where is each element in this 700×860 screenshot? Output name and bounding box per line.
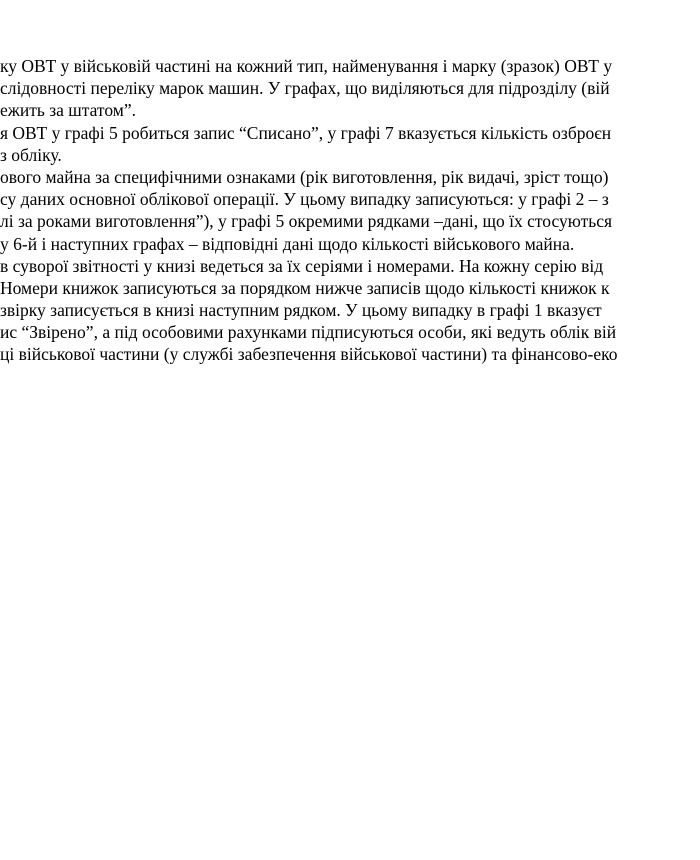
text-line: су даних основної облікової операції. У цьому випадку записуються: у графі 2 – з [0, 189, 609, 210]
text-line: лі за роками виготовлення”), у графі 5 окремими рядками –дані, що їх стосуються [0, 211, 613, 232]
text-line: я ОВТ у графі 5 робиться запис “Списано”, у графі 7 вказується кількість озброєн [0, 122, 612, 143]
text-line: ці військової частини (у службі забезпечення військової частини) та фінансово-еко [0, 344, 618, 365]
text-line: ис “Звірено”, а під особовими рахунками підписуються особи, які ведуть облік вій [0, 322, 617, 343]
text-line: слідовності переліку марок машин. У графах, що виділяються для підрозділу (вій [0, 78, 610, 99]
text-line: ежить за штатом”. [0, 100, 136, 121]
text-line: ку ОВТ у військовій частині на кожний тип, найменування і марку (зразок) ОВТ у [0, 56, 613, 76]
text-line: ового майна за специфічними ознаками (рік виготовлення, рік видачі, зріст тощо) [0, 166, 609, 187]
text-line: Номери книжок записуються за порядком нижче записів щодо кількості книжок к [0, 277, 610, 298]
text-line: у 6-й і наступних графах – відповідні дані щодо кількості військового майна. [0, 233, 575, 254]
document-text [0, 55, 700, 366]
text-line: в суворої звітності у книзі ведеться за їх серіями і номерами. На кожну серію від [0, 255, 604, 276]
text-line: з обліку. [0, 144, 62, 165]
text-line: звірку записується в книзі наступним рядком. У цьому випадку в графі 1 вказуєт [0, 300, 602, 321]
